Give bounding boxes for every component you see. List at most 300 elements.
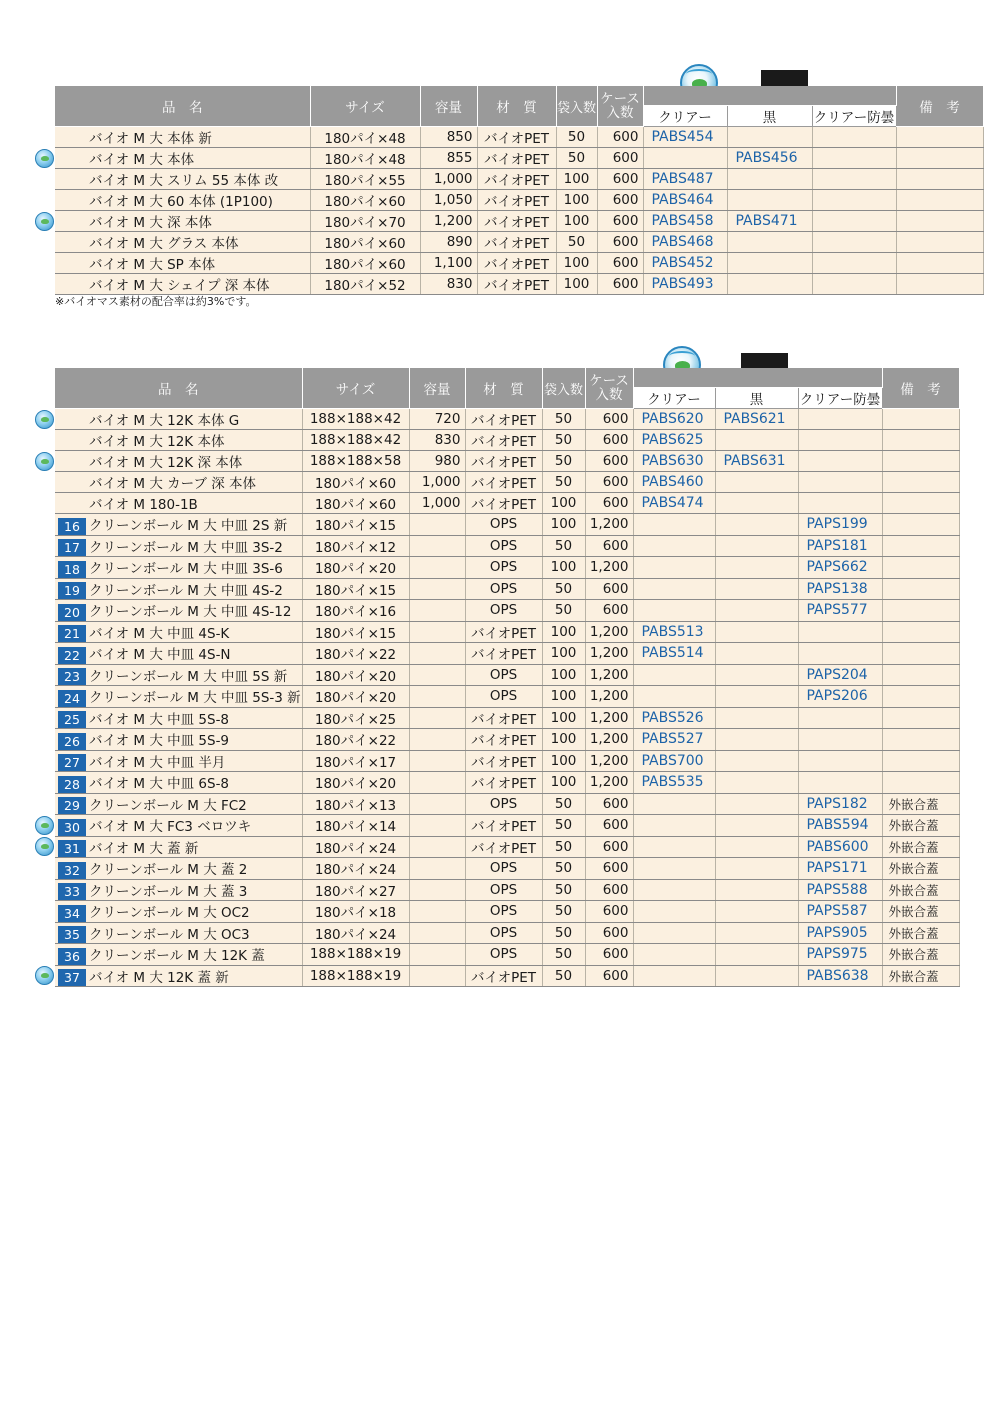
product-name xyxy=(55,836,302,858)
bag-qty-cell: 50 xyxy=(542,451,585,472)
black-code-cell xyxy=(715,600,798,622)
product-name-text: バイオ M 大 本体 xyxy=(89,152,195,168)
capacity-cell xyxy=(409,793,465,815)
antifog-code-cell: PABS600 xyxy=(798,836,882,858)
table-row xyxy=(55,472,959,493)
product-name-text: クリーンボール M 大 OC3 xyxy=(89,926,250,943)
clear-code-cell xyxy=(633,557,715,579)
material-cell: OPS xyxy=(465,578,542,600)
antifog-code-cell: PAPS577 xyxy=(798,600,882,622)
clear-code-cell xyxy=(633,686,715,708)
bag-qty-cell: 50 xyxy=(542,836,585,858)
bag-qty-cell: 50 xyxy=(542,944,585,966)
product-name-text: バイオ M 大 シェイプ 深 本体 xyxy=(89,278,270,294)
antifog-code-cell: PABS638 xyxy=(798,965,882,987)
product-name xyxy=(55,451,302,472)
product-name xyxy=(55,793,302,815)
capacity-cell xyxy=(409,879,465,901)
product-name-text: バイオ M 大 中皿 4S-K xyxy=(89,625,230,642)
item-number-badge: 22 xyxy=(58,647,86,664)
material-cell: バイオPET xyxy=(477,169,556,190)
case-qty-cell: 600 xyxy=(585,793,633,815)
clear-code-cell: PABS464 xyxy=(643,190,727,211)
remarks-cell xyxy=(882,643,959,665)
product-name xyxy=(55,232,310,253)
product-name xyxy=(55,621,302,643)
size-cell: 180パイ×20 xyxy=(302,772,409,794)
clear-code-cell: PABS468 xyxy=(643,232,727,253)
clear-code-cell xyxy=(633,879,715,901)
header-name: 品 名 xyxy=(55,86,310,127)
size-cell: 180パイ×25 xyxy=(302,707,409,729)
antifog-code-cell: PAPS199 xyxy=(798,514,882,536)
header-color-clear-2: クリアー xyxy=(633,388,715,409)
product-name xyxy=(55,253,310,274)
table-row xyxy=(55,707,959,729)
product-name xyxy=(55,514,302,536)
black-code-cell xyxy=(727,274,812,295)
bag-qty-cell: 100 xyxy=(556,211,597,232)
table-row xyxy=(55,253,983,274)
capacity-cell xyxy=(409,643,465,665)
remarks-cell: 外嵌合蓋 xyxy=(882,901,959,923)
table-row xyxy=(55,793,959,815)
product-name-text: クリーンボール M 大 OC2 xyxy=(89,905,250,921)
bag-qty-cell: 100 xyxy=(542,621,585,643)
size-cell: 180パイ×60 xyxy=(302,472,409,493)
product-name-text: バイオ M 大 中皿 半月 xyxy=(89,754,226,771)
antifog-code-cell: PAPS975 xyxy=(798,944,882,966)
case-qty-cell: 600 xyxy=(585,901,633,923)
clear-code-cell xyxy=(633,664,715,686)
remarks-cell: 外嵌合蓋 xyxy=(882,944,959,966)
antifog-code-cell xyxy=(798,621,882,643)
bag-qty-cell: 100 xyxy=(556,274,597,295)
material-cell: バイオPET xyxy=(477,232,556,253)
size-cell: 180パイ×20 xyxy=(302,557,409,579)
remarks-cell xyxy=(882,600,959,622)
product-name-text: バイオ M 大 12K 本体 xyxy=(89,434,225,450)
case-qty-cell: 600 xyxy=(585,451,633,472)
product-name xyxy=(55,772,302,794)
clear-code-cell: PABS535 xyxy=(633,772,715,794)
size-cell: 180パイ×60 xyxy=(302,493,409,514)
product-name xyxy=(55,557,302,579)
bag-qty-cell: 50 xyxy=(542,600,585,622)
remarks-cell xyxy=(896,232,983,253)
product-name xyxy=(55,686,302,708)
product-name xyxy=(55,600,302,622)
material-cell: OPS xyxy=(465,879,542,901)
item-number-badge: 19 xyxy=(58,582,86,599)
black-code-cell xyxy=(727,253,812,274)
table-row xyxy=(55,836,959,858)
header-size: サイズ xyxy=(310,86,420,127)
header-capacity: 容量 xyxy=(420,86,477,127)
clear-code-cell: PABS527 xyxy=(633,729,715,751)
remarks-cell xyxy=(896,127,983,148)
bag-qty-cell: 100 xyxy=(542,686,585,708)
size-cell: 180パイ×20 xyxy=(302,664,409,686)
table-row xyxy=(55,621,959,643)
antifog-code-cell: PAPS587 xyxy=(798,901,882,923)
capacity-cell xyxy=(409,707,465,729)
capacity-cell xyxy=(409,514,465,536)
table-row xyxy=(55,211,983,232)
capacity-cell xyxy=(409,600,465,622)
size-cell: 180パイ×24 xyxy=(302,858,409,880)
header-color-antifog-2: クリアー防曇 xyxy=(798,388,882,409)
size-cell: 180パイ×27 xyxy=(302,879,409,901)
capacity-cell xyxy=(409,750,465,772)
product-name xyxy=(55,729,302,751)
capacity-cell: 1,000 xyxy=(409,472,465,493)
capacity-cell: 855 xyxy=(420,148,477,169)
product-name-text: バイオ M 大 12K 蓋 新 xyxy=(89,969,229,986)
capacity-cell: 1,050 xyxy=(420,190,477,211)
size-cell: 180パイ×48 xyxy=(310,127,420,148)
eco-mark-icon xyxy=(35,212,54,231)
clear-code-cell: PABS620 xyxy=(633,409,715,430)
material-cell: バイオPET xyxy=(477,211,556,232)
item-number-badge: 33 xyxy=(58,883,86,900)
antifog-code-cell: PAPS138 xyxy=(798,578,882,600)
product-name xyxy=(55,274,310,295)
black-code-cell xyxy=(715,578,798,600)
item-number-badge: 30 xyxy=(58,819,86,836)
clear-code-cell: PABS474 xyxy=(633,493,715,514)
case-qty-cell: 600 xyxy=(597,148,643,169)
table-row xyxy=(55,514,959,536)
remarks-cell xyxy=(882,578,959,600)
black-code-cell xyxy=(715,772,798,794)
material-cell: バイオPET xyxy=(465,451,542,472)
product-name-text: バイオ M 大 深 本体 xyxy=(89,215,212,231)
header-color-group-2 xyxy=(633,368,882,388)
header-case-qty: ケース 入数 xyxy=(597,86,643,127)
bag-qty-cell: 50 xyxy=(542,535,585,557)
material-cell: OPS xyxy=(465,664,542,686)
product-name-text: バイオ M 大 スリム 55 本体 改 xyxy=(89,173,279,189)
bag-qty-cell: 50 xyxy=(556,148,597,169)
case-qty-cell: 600 xyxy=(585,578,633,600)
case-qty-cell: 600 xyxy=(597,274,643,295)
material-cell: バイオPET xyxy=(465,493,542,514)
remarks-cell xyxy=(882,430,959,451)
case-qty-cell: 600 xyxy=(585,815,633,837)
product-name-text: バイオ M 大 60 本体 (1P100) xyxy=(89,194,273,210)
product-name xyxy=(55,901,302,923)
black-code-cell xyxy=(715,430,798,451)
case-qty-cell: 600 xyxy=(597,253,643,274)
eco-mark-icon xyxy=(35,837,54,856)
remarks-cell xyxy=(896,253,983,274)
material-cell: OPS xyxy=(465,901,542,923)
antifog-code-cell xyxy=(812,274,896,295)
antifog-code-cell: PAPS206 xyxy=(798,686,882,708)
material-cell: バイオPET xyxy=(465,965,542,987)
material-cell: バイオPET xyxy=(465,472,542,493)
table-row xyxy=(55,729,959,751)
antifog-code-cell: PAPS182 xyxy=(798,793,882,815)
size-cell: 180パイ×24 xyxy=(302,922,409,944)
bag-qty-cell: 50 xyxy=(542,578,585,600)
size-cell: 180パイ×16 xyxy=(302,600,409,622)
antifog-code-cell xyxy=(798,472,882,493)
case-qty-cell: 1,200 xyxy=(585,772,633,794)
material-cell: バイオPET xyxy=(477,274,556,295)
clear-code-cell xyxy=(643,148,727,169)
black-code-cell xyxy=(715,965,798,987)
eco-mark-icon xyxy=(35,410,54,429)
clear-code-cell: PABS460 xyxy=(633,472,715,493)
item-number-badge: 25 xyxy=(58,711,86,728)
case-qty-cell: 600 xyxy=(585,430,633,451)
remarks-cell: 外嵌合蓋 xyxy=(882,815,959,837)
material-cell: バイオPET xyxy=(465,815,542,837)
header-color-antifog: クリアー防曇 xyxy=(812,106,896,127)
bag-qty-cell: 50 xyxy=(542,409,585,430)
antifog-code-cell xyxy=(812,232,896,253)
header-case-qty-2: ケース 入数 xyxy=(585,368,633,409)
remarks-cell xyxy=(882,729,959,751)
capacity-cell xyxy=(409,664,465,686)
material-cell: バイオPET xyxy=(465,750,542,772)
size-cell: 180パイ×15 xyxy=(302,578,409,600)
remarks-cell xyxy=(896,274,983,295)
capacity-cell: 980 xyxy=(409,451,465,472)
bag-qty-cell: 50 xyxy=(542,922,585,944)
product-name-text: クリーンボール M 大 中皿 3S-2 xyxy=(89,539,283,556)
case-qty-cell: 600 xyxy=(597,211,643,232)
eco-mark-icon xyxy=(35,452,54,471)
black-code-cell xyxy=(715,729,798,751)
antifog-code-cell xyxy=(798,430,882,451)
product-name xyxy=(55,750,302,772)
product-name-text: クリーンボール M 大 中皿 2S 新 xyxy=(89,518,288,534)
table-row xyxy=(55,190,983,211)
material-cell: OPS xyxy=(465,557,542,579)
bag-qty-cell: 50 xyxy=(542,815,585,837)
size-cell: 180パイ×17 xyxy=(302,750,409,772)
size-cell: 180パイ×48 xyxy=(310,148,420,169)
black-code-cell: PABS631 xyxy=(715,451,798,472)
remarks-cell xyxy=(896,190,983,211)
table-row xyxy=(55,535,959,557)
black-code-cell xyxy=(727,127,812,148)
bag-qty-cell: 100 xyxy=(542,493,585,514)
case-qty-cell: 600 xyxy=(585,922,633,944)
size-cell: 180パイ×60 xyxy=(310,232,420,253)
antifog-code-cell: PAPS171 xyxy=(798,858,882,880)
material-cell: OPS xyxy=(465,922,542,944)
case-qty-cell: 600 xyxy=(597,169,643,190)
case-qty-cell: 600 xyxy=(585,858,633,880)
bag-qty-cell: 50 xyxy=(542,472,585,493)
black-code-cell xyxy=(715,793,798,815)
header-capacity-2: 容量 xyxy=(409,368,465,409)
material-cell: バイオPET xyxy=(477,127,556,148)
product-name xyxy=(55,578,302,600)
black-code-cell xyxy=(715,535,798,557)
size-cell: 188×188×19 xyxy=(302,965,409,987)
antifog-code-cell xyxy=(798,409,882,430)
size-cell: 180パイ×55 xyxy=(310,169,420,190)
table-row xyxy=(55,879,959,901)
case-qty-cell: 600 xyxy=(585,493,633,514)
remarks-cell xyxy=(882,535,959,557)
table-row xyxy=(55,493,959,514)
capacity-cell: 720 xyxy=(409,409,465,430)
remarks-cell xyxy=(896,148,983,169)
header-material: 材 質 xyxy=(477,86,556,127)
product-name xyxy=(55,643,302,665)
clear-code-cell: PABS493 xyxy=(643,274,727,295)
table-row xyxy=(55,232,983,253)
item-number-badge: 29 xyxy=(58,797,86,814)
table-row xyxy=(55,858,959,880)
header-size-2: サイズ xyxy=(302,368,409,409)
table-row xyxy=(55,944,959,966)
black-code-cell: PABS471 xyxy=(727,211,812,232)
antifog-code-cell: PABS594 xyxy=(798,815,882,837)
black-code-cell xyxy=(715,472,798,493)
capacity-cell: 830 xyxy=(420,274,477,295)
clear-code-cell xyxy=(633,578,715,600)
size-cell: 188×188×42 xyxy=(302,430,409,451)
black-code-cell: PABS456 xyxy=(727,148,812,169)
product-name xyxy=(55,707,302,729)
remarks-cell xyxy=(882,514,959,536)
header-bag-qty-2: 袋入数 xyxy=(542,368,585,409)
item-number-badge: 18 xyxy=(58,561,86,578)
capacity-cell: 1,000 xyxy=(409,493,465,514)
black-code-cell xyxy=(715,643,798,665)
antifog-code-cell: PAPS662 xyxy=(798,557,882,579)
item-number-badge: 20 xyxy=(58,604,86,621)
table-row xyxy=(55,901,959,923)
table-row xyxy=(55,600,959,622)
case-qty-cell: 600 xyxy=(597,127,643,148)
bag-qty-cell: 100 xyxy=(542,707,585,729)
clear-code-cell xyxy=(633,901,715,923)
size-cell: 180パイ×14 xyxy=(302,815,409,837)
remarks-cell xyxy=(882,409,959,430)
case-qty-cell: 1,200 xyxy=(585,707,633,729)
material-cell: バイオPET xyxy=(465,707,542,729)
product-name-text: クリーンボール M 大 中皿 5S-3 新 xyxy=(89,690,301,706)
case-qty-cell: 1,200 xyxy=(585,729,633,751)
clear-code-cell: PABS625 xyxy=(633,430,715,451)
capacity-cell: 830 xyxy=(409,430,465,451)
capacity-cell xyxy=(409,836,465,858)
material-cell: バイオPET xyxy=(465,836,542,858)
capacity-cell xyxy=(409,772,465,794)
product-name-text: クリーンボール M 大 中皿 5S 新 xyxy=(89,668,288,685)
bag-qty-cell: 50 xyxy=(542,793,585,815)
size-cell: 188×188×58 xyxy=(302,451,409,472)
product-table-1 xyxy=(55,86,984,295)
material-cell: OPS xyxy=(465,600,542,622)
capacity-cell xyxy=(409,944,465,966)
footnote-biomass-ratio: ※バイオマス素材の配合率は約3%です。 xyxy=(55,295,257,308)
table-row xyxy=(55,772,959,794)
table-row xyxy=(55,409,959,430)
product-name-text: バイオ M 大 グラス 本体 xyxy=(89,236,239,252)
item-number-badge: 16 xyxy=(58,518,86,535)
header-name-2: 品 名 xyxy=(55,368,302,409)
case-qty-cell: 600 xyxy=(585,944,633,966)
product-name-text: バイオ M 180-1B xyxy=(89,497,198,513)
item-number-badge: 23 xyxy=(58,668,86,685)
product-name-text: クリーンボール M 大 蓋 3 xyxy=(89,883,248,900)
remarks-cell xyxy=(882,686,959,708)
item-number-badge: 26 xyxy=(58,733,86,750)
black-code-cell xyxy=(715,621,798,643)
product-name xyxy=(55,879,302,901)
product-name xyxy=(55,127,310,148)
capacity-cell: 1,100 xyxy=(420,253,477,274)
item-number-badge: 21 xyxy=(58,625,86,642)
product-name-text: クリーンボール M 大 中皿 4S-2 xyxy=(89,582,283,599)
case-qty-cell: 1,200 xyxy=(585,664,633,686)
product-name xyxy=(55,493,302,514)
header-remarks-2: 備 考 xyxy=(882,368,959,409)
product-name xyxy=(55,858,302,880)
black-code-cell xyxy=(715,664,798,686)
table-row xyxy=(55,148,983,169)
bag-qty-cell: 100 xyxy=(556,190,597,211)
antifog-code-cell xyxy=(812,253,896,274)
product-name-text: バイオ M 大 SP 本体 xyxy=(89,257,216,273)
product-name xyxy=(55,535,302,557)
black-code-cell xyxy=(715,514,798,536)
black-code-cell xyxy=(715,901,798,923)
black-code-cell xyxy=(715,836,798,858)
product-table-2 xyxy=(55,368,960,987)
remarks-cell xyxy=(882,557,959,579)
product-name-text: バイオ M 大 蓋 新 xyxy=(89,840,199,857)
remarks-cell xyxy=(882,472,959,493)
bag-qty-cell: 50 xyxy=(556,127,597,148)
material-cell: バイオPET xyxy=(465,729,542,751)
antifog-code-cell xyxy=(798,493,882,514)
remarks-cell xyxy=(882,772,959,794)
product-name xyxy=(55,169,310,190)
black-code-cell xyxy=(715,944,798,966)
table-row xyxy=(55,815,959,837)
antifog-code-cell xyxy=(812,148,896,169)
capacity-cell xyxy=(409,686,465,708)
clear-code-cell: PABS630 xyxy=(633,451,715,472)
material-cell: OPS xyxy=(465,858,542,880)
header-remarks: 備 考 xyxy=(896,86,983,127)
antifog-code-cell xyxy=(812,169,896,190)
case-qty-cell: 600 xyxy=(597,190,643,211)
remarks-cell xyxy=(882,750,959,772)
capacity-cell xyxy=(409,922,465,944)
material-cell: バイオPET xyxy=(477,253,556,274)
black-code-cell xyxy=(727,232,812,253)
size-cell: 180パイ×15 xyxy=(302,514,409,536)
product-name xyxy=(55,472,302,493)
header-bag-qty: 袋入数 xyxy=(556,86,597,127)
black-code-cell xyxy=(715,493,798,514)
bag-qty-cell: 50 xyxy=(542,430,585,451)
item-number-badge: 37 xyxy=(58,969,86,986)
case-qty-cell: 1,200 xyxy=(585,621,633,643)
antifog-code-cell xyxy=(798,707,882,729)
